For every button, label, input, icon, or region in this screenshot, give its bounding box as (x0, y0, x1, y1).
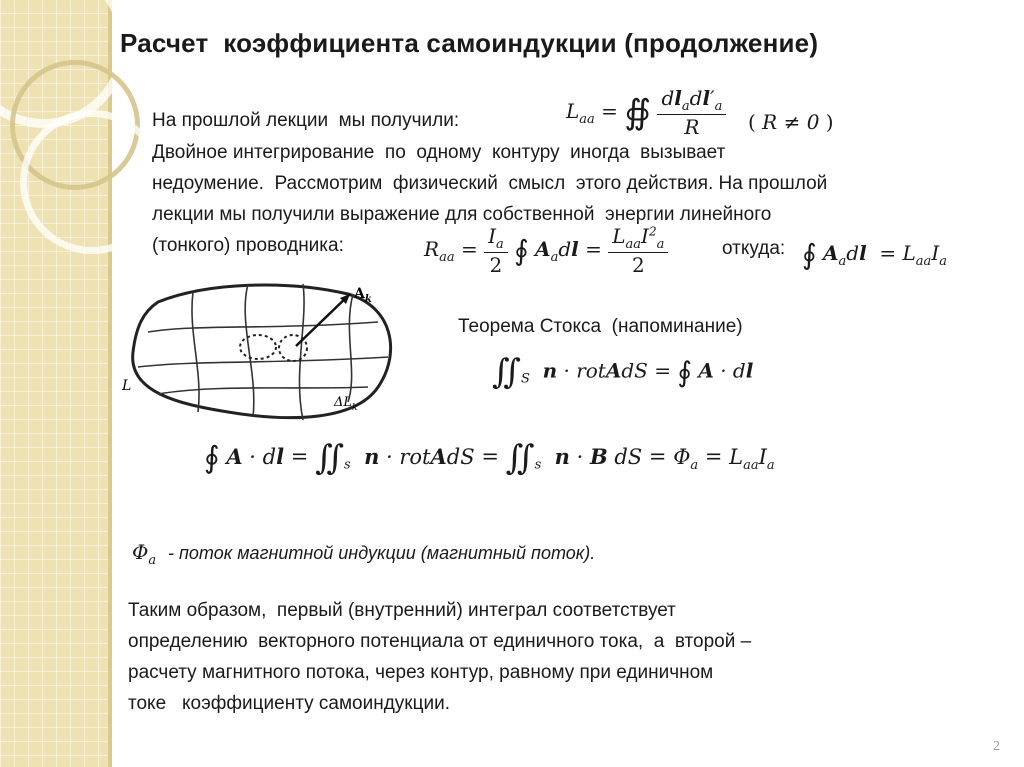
loop-left (240, 335, 276, 359)
formula-circulation: ∮ $A_adl = L_{aa}I_a$ (802, 238, 947, 271)
flux-definition: - поток магнитной индукции (магнитный поток). (168, 543, 596, 563)
figure-label-dLk: $\Delta L_k$ (334, 395, 358, 413)
figure-label-L: L (122, 378, 132, 394)
text-line-otkuda: откуда: (722, 238, 786, 259)
text-line: На прошлой лекции мы получили: (152, 110, 460, 131)
conclusion-line: Таким образом, первый (внутренний) интеграл соответствует (128, 600, 676, 621)
conclusion-line: токе коэффициенту самоиндукции. (128, 693, 450, 714)
page-number: 2 (993, 739, 1000, 754)
conclusion-line: определению векторного потенциала от единичного тока, а второй – (128, 631, 752, 652)
slide-title: Расчет коэффициента самоиндукции (продолжение) (120, 28, 819, 58)
formula-condition: ( R ≠ 0 ) (748, 110, 834, 134)
formula-energy: $R_{aa}$ = $\frac{I_a}{2}$ ∮ $A_adl$ = $\frac{L_{aa}I^2_a}{2}$ (424, 224, 668, 277)
text-line: Двойное интегрирование по одному контуру иногда вызывает (152, 142, 726, 163)
flux-symbol: $\Phi_a$ (132, 540, 157, 568)
text-line: недоумение. Рассмотрим физический смысл этого действия. На прошлой (152, 173, 828, 194)
formula-stokes: $∬_S$ n · rotAdS = ∮ A · dl (492, 352, 754, 392)
stokes-heading: Теорема Стокса (напоминание) (458, 316, 743, 337)
decorative-ring (20, 110, 164, 254)
figure-label-Ak: $A_k$ (354, 286, 372, 305)
contour-surface-figure (118, 272, 400, 440)
text-line: лекции мы получили выражение для собственной энергии линейного (152, 204, 772, 225)
formula-self-inductance: $L_{aa}$ = ∯ $\frac{dl_adl'_a}{R}$ (566, 86, 726, 139)
text-line: (тонкого) проводника: (152, 235, 344, 256)
conclusion-line: расчету магнитного потока, через контур, равному при единичном (128, 662, 714, 683)
formula-flux: ∮ A · dl = $∬_s$ n · rotAdS = $∬_s$ n · B dS = $\Phi_a = L_{aa}I_a$ (204, 438, 775, 478)
